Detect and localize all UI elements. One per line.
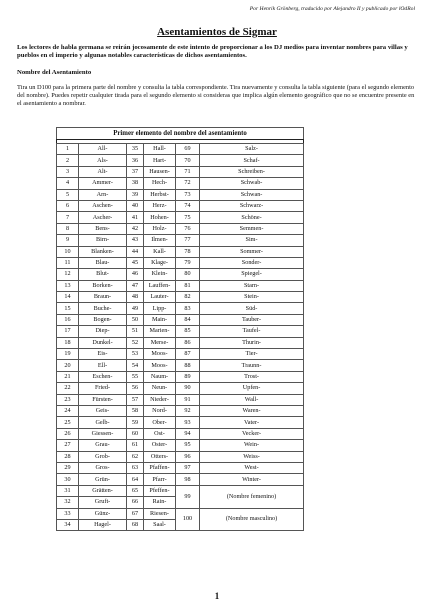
roll-number: 44	[127, 246, 144, 257]
roll-number: 85	[176, 326, 200, 337]
table-row	[57, 428, 304, 439]
roll-number: 96	[176, 451, 200, 462]
name-element: Aschen-	[79, 200, 127, 211]
name-element: Hall-	[144, 144, 176, 155]
roll-number: 40	[127, 200, 144, 211]
name-element: Tier-	[200, 349, 304, 360]
roll-number: 70	[176, 155, 200, 166]
name-element: Wein-	[200, 440, 304, 451]
name-element: Schaf-	[200, 155, 304, 166]
page-title: Asentamientos de Sigmar	[157, 26, 277, 38]
table-row	[57, 280, 304, 291]
name-element: Vecker-	[200, 428, 304, 439]
table-row	[57, 235, 304, 246]
roll-number: 31	[57, 485, 79, 496]
table-row	[57, 257, 304, 268]
table-row	[57, 371, 304, 382]
table-row	[57, 349, 304, 360]
name-element: Pfaffen-	[144, 462, 176, 473]
name-element: Herz-	[144, 200, 176, 211]
name-element: Tauber-	[200, 314, 304, 325]
roll-number: 77	[176, 235, 200, 246]
table-header-row	[57, 128, 304, 140]
name-element: Blanken-	[79, 246, 127, 257]
name-element: Günz-	[79, 508, 127, 519]
name-element: West-	[200, 462, 304, 473]
name-element: Ascher-	[79, 212, 127, 223]
roll-number: 72	[176, 178, 200, 189]
roll-number: 53	[127, 349, 144, 360]
table-row	[57, 155, 304, 166]
roll-number: 67	[127, 508, 144, 519]
name-element: Otters-	[144, 451, 176, 462]
roll-number: 93	[176, 417, 200, 428]
roll-number: 59	[127, 417, 144, 428]
roll-number: 55	[127, 371, 144, 382]
roll-number: 39	[127, 189, 144, 200]
roll-number: 35	[127, 144, 144, 155]
roll-number: 87	[176, 349, 200, 360]
roll-number: 18	[57, 337, 79, 348]
name-element: Gruft-	[79, 497, 127, 508]
roll-number: 15	[57, 303, 79, 314]
name-element: (Nombre masculino)	[200, 508, 304, 531]
roll-number: 52	[127, 337, 144, 348]
name-element: Schwarz-	[200, 200, 304, 211]
name-element: Merse-	[144, 337, 176, 348]
name-element: Hagel-	[79, 519, 127, 530]
name-element: Sim-	[200, 235, 304, 246]
roll-number: 4	[57, 178, 79, 189]
name-element: Ilmen-	[144, 235, 176, 246]
table-header: Primer elemento del nombre del asentamiento	[57, 128, 304, 140]
name-element: Klage-	[144, 257, 176, 268]
name-element: Buche-	[79, 303, 127, 314]
roll-number: 13	[57, 280, 79, 291]
roll-number: 97	[176, 462, 200, 473]
name-element: Hart-	[144, 155, 176, 166]
roll-number: 73	[176, 189, 200, 200]
roll-number: 64	[127, 474, 144, 485]
name-element: All-	[79, 144, 127, 155]
roll-number: 17	[57, 326, 79, 337]
name-element: Eis-	[79, 349, 127, 360]
name-element: Blau-	[79, 257, 127, 268]
name-element: Dunkel-	[79, 337, 127, 348]
roll-number: 46	[127, 269, 144, 280]
table-row	[57, 200, 304, 211]
name-element: Winter-	[200, 474, 304, 485]
name-element: Kall-	[144, 246, 176, 257]
roll-number: 7	[57, 212, 79, 223]
table-row	[57, 178, 304, 189]
name-element: Saal-	[144, 519, 176, 530]
roll-number: 24	[57, 405, 79, 416]
name-element: Nieder-	[144, 394, 176, 405]
roll-number: 38	[127, 178, 144, 189]
roll-number: 86	[176, 337, 200, 348]
roll-number: 84	[176, 314, 200, 325]
name-element: Grau-	[79, 440, 127, 451]
name-element: Lauffen-	[144, 280, 176, 291]
roll-number: 79	[176, 257, 200, 268]
name-element: Als-	[79, 155, 127, 166]
name-element: Schwan-	[200, 189, 304, 200]
name-element: Braun-	[79, 292, 127, 303]
roll-number: 12	[57, 269, 79, 280]
roll-number: 89	[176, 371, 200, 382]
name-element: Schreiben-	[200, 166, 304, 177]
roll-number: 41	[127, 212, 144, 223]
roll-number: 26	[57, 428, 79, 439]
roll-number: 76	[176, 223, 200, 234]
name-element: Rain-	[144, 497, 176, 508]
roll-number: 9	[57, 235, 79, 246]
roll-number: 20	[57, 360, 79, 371]
roll-number: 91	[176, 394, 200, 405]
table-row	[57, 314, 304, 325]
name-element: Moos-	[144, 360, 176, 371]
roll-number: 63	[127, 462, 144, 473]
roll-number: 88	[176, 360, 200, 371]
name-element: Borken-	[79, 280, 127, 291]
name-element: Fried-	[79, 383, 127, 394]
section-heading: Nombre del Asentamiento	[17, 69, 92, 76]
roll-number: 3	[57, 166, 79, 177]
table-row	[57, 485, 304, 496]
roll-number: 2	[57, 155, 79, 166]
name-element: Salz-	[200, 144, 304, 155]
name-element: Schöne-	[200, 212, 304, 223]
roll-number: 22	[57, 383, 79, 394]
name-element: Eschen-	[79, 371, 127, 382]
table-row	[57, 440, 304, 451]
name-element: Stein-	[200, 292, 304, 303]
table-row	[57, 462, 304, 473]
roll-number: 56	[127, 383, 144, 394]
name-element: Vater-	[200, 417, 304, 428]
roll-number: 98	[176, 474, 200, 485]
name-element: Fürsten-	[79, 394, 127, 405]
roll-number: 90	[176, 383, 200, 394]
roll-number: 51	[127, 326, 144, 337]
name-element: Grätten-	[79, 485, 127, 496]
name-element: Ammer-	[79, 178, 127, 189]
table-row	[57, 269, 304, 280]
table-body	[57, 128, 304, 531]
name-element: Upfen-	[200, 383, 304, 394]
table-row	[57, 246, 304, 257]
roll-number: 11	[57, 257, 79, 268]
name-element: Nord-	[144, 405, 176, 416]
name-element: Taufel-	[200, 326, 304, 337]
name-element: Bogen-	[79, 314, 127, 325]
name-element: Traunn-	[200, 360, 304, 371]
name-element: Gros-	[79, 462, 127, 473]
roll-number: 47	[127, 280, 144, 291]
roll-number: 62	[127, 451, 144, 462]
name-element: Holz-	[144, 223, 176, 234]
name-element: Weiss-	[200, 451, 304, 462]
roll-number: 57	[127, 394, 144, 405]
name-element: Riesen-	[144, 508, 176, 519]
roll-number: 34	[57, 519, 79, 530]
name-element: Waren-	[200, 405, 304, 416]
name-element: Oster-	[144, 440, 176, 451]
name-element: Starn-	[200, 280, 304, 291]
page-number: 1	[214, 591, 220, 601]
roll-number: 45	[127, 257, 144, 268]
name-element: Pfarr-	[144, 474, 176, 485]
name-element: Wall-	[200, 394, 304, 405]
name-element: Pfeffen-	[144, 485, 176, 496]
instructions-paragraph: Tira un D100 para la primera parte del nombre y consulta la tabla correspondiente. Tira nuevamente y consulta la tabla siguiente (para el segundo elemento del nombre). Puedes repetir cualquier tirada para el segundo elemento si consideras que implica algún elemento geográfico que no se encuentre presente en el asentamiento a nombrar.	[17, 84, 415, 108]
name-element: Neun-	[144, 383, 176, 394]
roll-number: 75	[176, 212, 200, 223]
roll-number: 36	[127, 155, 144, 166]
settlement-name-table	[56, 127, 304, 531]
roll-number: 69	[176, 144, 200, 155]
table-row	[57, 189, 304, 200]
name-element: Semmen-	[200, 223, 304, 234]
roll-number: 30	[57, 474, 79, 485]
table-row	[57, 303, 304, 314]
roll-number: 74	[176, 200, 200, 211]
name-element: (Nombre femenino)	[200, 485, 304, 508]
roll-number: 43	[127, 235, 144, 246]
table-row	[57, 474, 304, 485]
roll-number: 100	[176, 508, 200, 531]
name-element: Hausen-	[144, 166, 176, 177]
intro-paragraph: Los lectores de habla germana se reirán jocosamente de este intento de proporcionar a los DJ medios para inventar nombres para villas y pueblos en el imperio y algunas notables características de dichos asentamientos.	[17, 44, 408, 60]
credit-line: Por Henrik Grönberg, traducido por Alejandro II y publicado por lOdRol	[249, 6, 415, 12]
roll-number: 37	[127, 166, 144, 177]
table-row	[57, 383, 304, 394]
name-element: Birn-	[79, 235, 127, 246]
roll-number: 68	[127, 519, 144, 530]
name-element: Main-	[144, 314, 176, 325]
roll-number: 21	[57, 371, 79, 382]
roll-number: 23	[57, 394, 79, 405]
table-row	[57, 144, 304, 155]
roll-number: 33	[57, 508, 79, 519]
name-element: Klein-	[144, 269, 176, 280]
roll-number: 78	[176, 246, 200, 257]
name-element: Geis-	[79, 405, 127, 416]
roll-number: 27	[57, 440, 79, 451]
name-element: Moos-	[144, 349, 176, 360]
table-row	[57, 292, 304, 303]
name-element: Schwab-	[200, 178, 304, 189]
name-element: Diep-	[79, 326, 127, 337]
name-element: Hohen-	[144, 212, 176, 223]
name-element: Lipp-	[144, 303, 176, 314]
name-element: Herbst-	[144, 189, 176, 200]
roll-number: 83	[176, 303, 200, 314]
roll-number: 5	[57, 189, 79, 200]
name-element: Marien-	[144, 326, 176, 337]
table-row	[57, 337, 304, 348]
table-row	[57, 405, 304, 416]
name-element: Bens-	[79, 223, 127, 234]
name-element: Alt-	[79, 166, 127, 177]
name-element: Sommer-	[200, 246, 304, 257]
roll-number: 8	[57, 223, 79, 234]
roll-number: 1	[57, 144, 79, 155]
table-row	[57, 212, 304, 223]
roll-number: 66	[127, 497, 144, 508]
name-element: Grün-	[79, 474, 127, 485]
roll-number: 82	[176, 292, 200, 303]
table-row	[57, 326, 304, 337]
roll-number: 42	[127, 223, 144, 234]
table-row	[57, 360, 304, 371]
roll-number: 95	[176, 440, 200, 451]
name-element: Ost-	[144, 428, 176, 439]
roll-number: 61	[127, 440, 144, 451]
roll-number: 48	[127, 292, 144, 303]
table-row	[57, 451, 304, 462]
name-element: Spiegel-	[200, 269, 304, 280]
name-element: Giessen-	[79, 428, 127, 439]
name-element: Lauter-	[144, 292, 176, 303]
roll-number: 58	[127, 405, 144, 416]
name-element: Arn-	[79, 189, 127, 200]
name-element: Hech-	[144, 178, 176, 189]
roll-number: 14	[57, 292, 79, 303]
roll-number: 92	[176, 405, 200, 416]
table-row	[57, 417, 304, 428]
name-element: Naum-	[144, 371, 176, 382]
roll-number: 99	[176, 485, 200, 508]
name-element: Gelb-	[79, 417, 127, 428]
roll-number: 60	[127, 428, 144, 439]
roll-number: 49	[127, 303, 144, 314]
roll-number: 71	[176, 166, 200, 177]
roll-number: 19	[57, 349, 79, 360]
name-element: Ober-	[144, 417, 176, 428]
name-element: Ell-	[79, 360, 127, 371]
name-element: Süd-	[200, 303, 304, 314]
table-row	[57, 508, 304, 519]
roll-number: 81	[176, 280, 200, 291]
roll-number: 28	[57, 451, 79, 462]
roll-number: 32	[57, 497, 79, 508]
roll-number: 80	[176, 269, 200, 280]
roll-number: 25	[57, 417, 79, 428]
roll-number: 54	[127, 360, 144, 371]
name-element: Grob-	[79, 451, 127, 462]
name-element: Trost-	[200, 371, 304, 382]
roll-number: 50	[127, 314, 144, 325]
roll-number: 16	[57, 314, 79, 325]
table-row	[57, 223, 304, 234]
roll-number: 94	[176, 428, 200, 439]
name-element: Blut-	[79, 269, 127, 280]
roll-number: 10	[57, 246, 79, 257]
roll-number: 6	[57, 200, 79, 211]
table-row	[57, 394, 304, 405]
roll-number: 29	[57, 462, 79, 473]
name-element: Thurin-	[200, 337, 304, 348]
name-element: Sonder-	[200, 257, 304, 268]
roll-number: 65	[127, 485, 144, 496]
table-row	[57, 166, 304, 177]
